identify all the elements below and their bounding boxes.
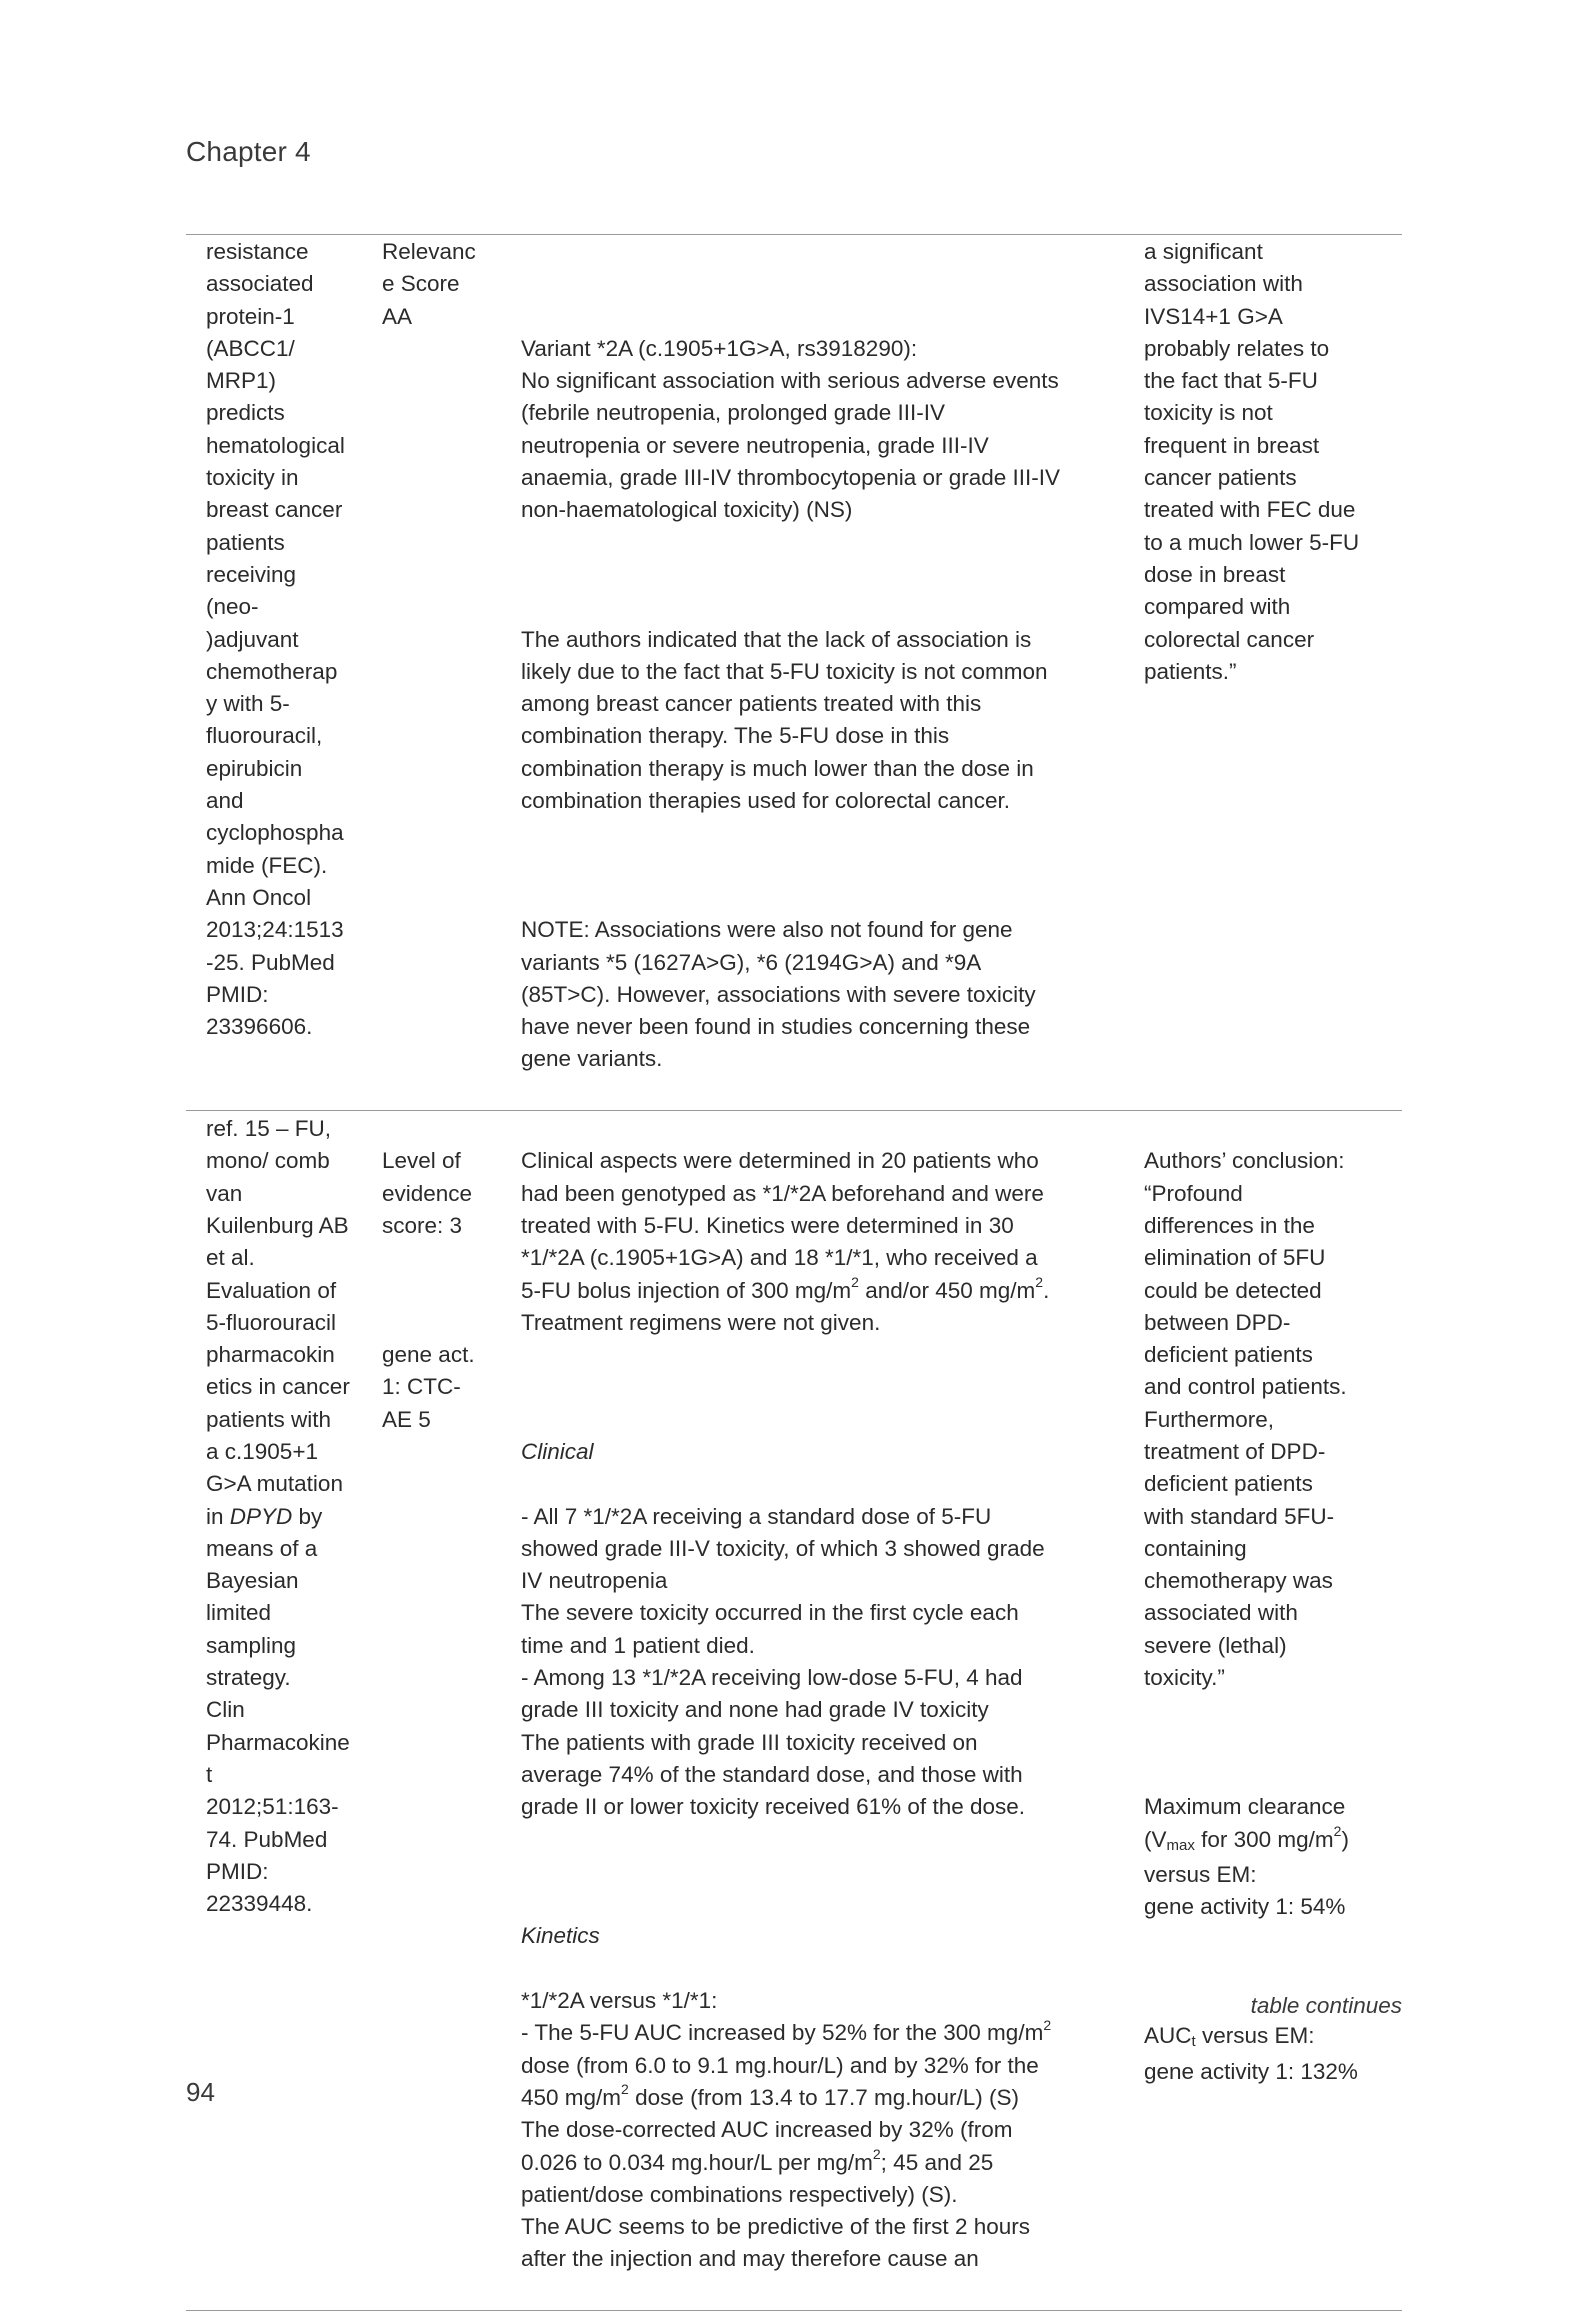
kinetics-heading: Kinetics: [521, 1923, 600, 1949]
reference-cell: [186, 1113, 375, 1920]
auc-remark: [1144, 2020, 1402, 2088]
superscript: 2: [851, 1274, 859, 1290]
effect-cell: [514, 236, 1132, 1108]
chapter-header: Chapter 4: [186, 136, 311, 167]
superscript: 2: [621, 2081, 629, 2098]
text-run: *1/*2A versus *1/*1: - The 5-FU AUC increased by 52% for the 300 mg/m: [521, 1988, 1044, 2046]
blank-line: [521, 268, 1132, 300]
reference-text: by means of a Bayesian limited sampling strategy. Clin Pharmacokine t 2012;51:163- 74. PubMed PMID: 22339448.: [206, 1503, 350, 1917]
table-row: [186, 235, 1402, 1110]
study-intro: [521, 1145, 1132, 1339]
blank-line: [521, 1856, 1132, 1888]
text-run: and/or 450 mg/m: [858, 1277, 1036, 1303]
blank-line: [1144, 1727, 1402, 1759]
remarks-cell: a significant association with IVS14+1 G>A probably relates to the fact that 5-FU toxicity is not frequent in breast cancer patients treated with FEC due to a much lower 5-FU dose in breast compared with colorectal cancer patients.”: [1144, 239, 1360, 684]
text-run: ; 45 and 25 patient/dose combinations respectively) (S). The AUC seems to be predictive of the first 2 hours after the injection and may therefore cause an: [521, 2149, 1030, 2272]
text-run: dose (from 6.0 to 9.1 mg.hour/L) and by 32% for the 450 mg/m: [521, 2052, 1039, 2110]
text-run: Clinical aspects were determined in 20 patients who had been genotyped as *1/*2A beforehand and were treated with 5-FU. Kinetics were determined in 30 *1/*2A (c.1905+1G>A) and 18 *1/*1, who received a 5-FU bolus injection of 300 mg/m: [521, 1148, 1044, 1303]
evidence-score: Level of evidence score: 3: [382, 1148, 473, 1238]
effect-cell: [514, 1113, 1132, 2308]
max-clearance-remark: [1144, 1791, 1402, 1923]
superscript: 2: [1043, 2016, 1052, 2033]
text-run: AUC: [1144, 2023, 1192, 2049]
level-of-evidence-cell: [375, 1113, 514, 1468]
gene-activity-score: gene act. 1: CTC- AE 5: [382, 1342, 475, 1432]
blank-line: [521, 850, 1132, 882]
superscript: 2: [1333, 1823, 1342, 1840]
superscript: 2: [1035, 1274, 1044, 1290]
blank-line: [521, 1371, 1132, 1403]
subscript: max: [1166, 1836, 1195, 1854]
authors-conclusion: Authors’ conclusion: “Profound differences in the elimination of 5FU could be detected between DPD- deficient patients and control patients. Furthermore, treatment of DPD- deficient patients with standard 5FU- containing chemotherapy was associated with severe (lethal) toxicity.”: [1144, 1148, 1347, 1691]
text-run: Maximum clearance (V: [1144, 1794, 1346, 1852]
page-number: 94: [186, 2077, 215, 2107]
blank-line: [521, 559, 1132, 591]
effect-paragraph: The authors indicated that the lack of association is likely due to the fact that 5-FU toxicity is not common among breast cancer patients treated with this combination therapy. The 5-FU dose in this combination therapy is much lower than the dose in combination therapies used for colorectal cancer.: [521, 626, 1048, 814]
reference-cell: resistance associated protein-1 (ABCC1/ MRP1) predicts hematological toxicity in breast cancer patients receiving (neo- )adjuvant chemotherap y with 5- fluorouracil, epirubicin and cyclophospha mide (FEC). Ann Oncol 2013;24:1513 -25. PubMed PMID: 23396606.: [206, 239, 345, 1040]
table-row: [186, 1111, 1402, 2310]
level-of-evidence-cell: Relevanc e Score AA: [382, 239, 476, 329]
reference-text: ref. 15 – FU, mono/ comb van Kuilenburg AB et al. Evaluation of 5-fluorouracil pharmacokin etics in cancer patients with a c.1905+1 G>A mutation in: [206, 1116, 350, 1529]
text-run: for 300 mg/m: [1194, 1826, 1334, 1852]
text-run: . Treatment regimens were not given.: [521, 1277, 1050, 1335]
clinical-findings: - All 7 *1/*2A receiving a standard dose of 5-FU showed grade III-V toxicity, of which 3 showed grade IV neutropenia The severe toxicity occurred in the first cycle each time and 1 patient died. - Among 13 *1/*2A receiving low-dose 5-FU, 4 had grade III toxicity and none had grade IV toxicity The patients with grade III toxicity received on average 74% of the standard dose, and those with grade II or lower toxicity received 61% of the dose.: [521, 1503, 1045, 1820]
text-run: dose (from 13.4 to 17.7 mg.hour/L) (S) The dose-corrected AUC increased by 32% (from 0.026 to 0.034 mg.hour/L per mg/m: [521, 2084, 1020, 2175]
kinetics-findings: [521, 1985, 1132, 2276]
note-paragraph: NOTE: Associations were also not found for gene variants *5 (1627A>G), *6 (2194G>A) and *9A (85T>C). However, associations with severe toxicity have never been found in studies concerning these gene variants.: [521, 917, 1036, 1072]
effect-paragraph: Variant *2A (c.1905+1G>A, rs3918290): No significant association with serious adverse events (febrile neutropenia, prolonged grade III-IV neutropenia or severe neutropenia, grade III-IV anaemia, grade III-IV thrombocytopenia or grade III-IV non-haematological toxicity) (NS): [521, 335, 1061, 523]
text-run: ) versus EM: gene activity 1: 54%: [1144, 1826, 1349, 1920]
superscript: 2: [872, 2146, 881, 2163]
subscript: t: [1191, 2033, 1196, 2051]
blank-line: [382, 1275, 514, 1307]
gene-name: DPYD: [229, 1503, 293, 1529]
remarks-cell: [1132, 1113, 1402, 2120]
evidence-table: [186, 234, 1402, 2311]
clinical-heading: Clinical: [521, 1438, 594, 1464]
text-run: versus EM: gene activity 1: 132%: [1144, 2023, 1358, 2084]
table-continues-note: table continues: [1250, 1993, 1402, 2018]
blank-line: [1144, 1956, 1402, 1988]
